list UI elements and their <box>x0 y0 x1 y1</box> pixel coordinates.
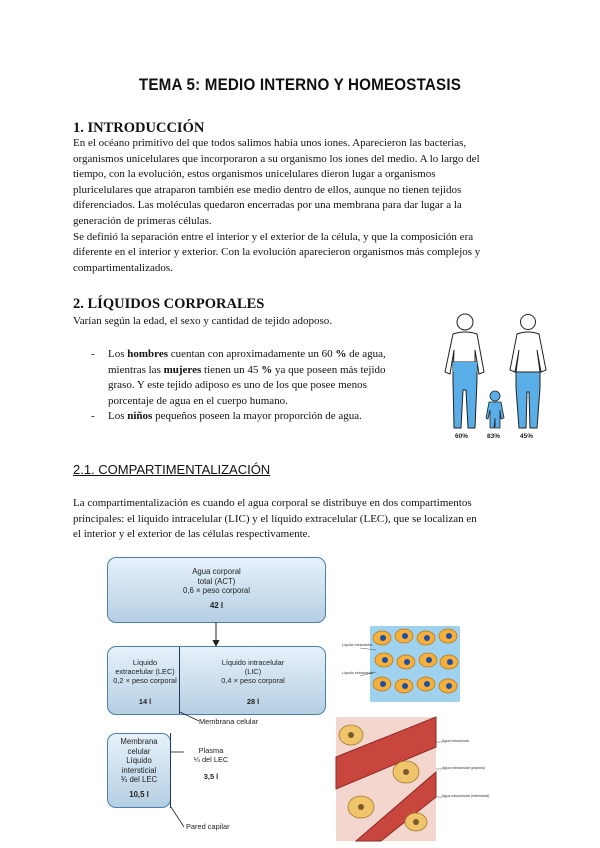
cells-illustration <box>342 624 462 704</box>
compartimentalizacion-paragraph <box>73 496 543 543</box>
text-line: generación de primeras células. <box>73 214 212 227</box>
text-line: compartimentalizados. <box>73 261 173 274</box>
percent-child: 83% <box>487 433 501 440</box>
interstitial-volume: 10,5 l <box>129 789 149 799</box>
lic-line: Líquido intracelular <box>221 658 285 667</box>
text-line: principales: el líquido intracelular (LIC) y el líquido extracelular (LEC), que se localizan en <box>73 512 477 525</box>
body-water-figure <box>440 310 560 442</box>
membrane-divider <box>179 647 180 714</box>
membrane-pointer <box>179 712 201 724</box>
bold-text: hombres <box>127 348 168 360</box>
text-run: porcentaje de agua en el cuerpo humano. <box>108 394 288 407</box>
text-run: Los <box>108 410 128 423</box>
down-arrow <box>210 622 222 648</box>
text-run: graso. Y este tejido adiposo es uno de los que posee menos <box>108 379 367 392</box>
percent-men: 60% <box>455 433 469 440</box>
plasma-fraction: ¼ del LEC <box>193 755 229 764</box>
act-label: Agua corporal <box>192 567 241 576</box>
child-silhouette <box>486 391 504 428</box>
act-factor: 0,6 × peso corporal <box>183 586 250 596</box>
text-line: diferente en el interior y exterior. Con la evolución aparecieron organismos más complejos y <box>73 246 481 259</box>
section-heading-introduccion: 1. INTRODUCCIÓN <box>73 120 205 136</box>
act-volume: 42 l <box>209 600 223 610</box>
cells-label-intracellular: Líquido intracelular <box>342 643 373 647</box>
bold-text: niños <box>127 410 153 423</box>
lic-factor: 0,4 × peso corporal <box>221 676 285 685</box>
interstitial-line: Líquido <box>126 756 152 766</box>
intro-paragraph <box>73 136 533 276</box>
text-run: de agua, <box>346 348 386 360</box>
text-line: En el océano primitivo del que todos salimos había unos iones. Aparecieron las bacterias, <box>73 137 467 149</box>
tissue-label-intracellular: Agua intracelular <box>442 739 469 743</box>
text-run: cuentan con aproximadamente un 60 <box>168 348 336 360</box>
lec-line: extracelular (LEC) <box>115 667 175 676</box>
plasma-line: Plasma <box>198 746 224 755</box>
bullet-list <box>91 347 421 425</box>
interstitial-line: Membrana <box>120 737 158 746</box>
tissue-label-plasma: Agua extracelular (plasma) <box>442 766 485 770</box>
section-heading-liquidos: 2. LÍQUIDOS CORPORALES <box>73 296 265 312</box>
text-line: organismos unicelulares que incorporaron a su organismo los iones del medio. A lo largo del <box>73 152 480 165</box>
text-line: pluricelulares que atraparon también ese medio dentro de ellos, aunque no tienen tejidos <box>73 183 462 196</box>
plasma-label <box>186 746 236 781</box>
bold-text: mujeres <box>163 363 202 376</box>
woman-silhouette <box>510 315 546 429</box>
act-label: total (ACT) <box>197 576 236 586</box>
interstitial-fraction: ¾ del LEC <box>120 775 158 785</box>
lic-label <box>182 658 324 706</box>
text-line: Se definió la separación entre el interior y el exterior de la célula, y que la composición era <box>73 230 474 243</box>
bold-text: % <box>261 363 273 376</box>
liquidos-intro: Varían según la edad, el sexo y cantidad de tejido adoposo. <box>73 315 333 327</box>
text-run: ya que poseen más tejido <box>272 363 386 376</box>
list-item <box>91 409 421 425</box>
cells-label-extracellular: Líquido extracelular <box>342 671 374 675</box>
list-item <box>91 347 421 409</box>
lic-volume: 28 l <box>246 697 260 706</box>
text-line: el interior y el exterior de las células respectivamente. <box>73 528 311 541</box>
page-title: TEMA 5: MEDIO INTERNO Y HOMEOSTASIS <box>138 76 462 94</box>
tissue-illustration <box>336 717 490 841</box>
interstitial-line: intersticial <box>121 765 157 775</box>
bold-text: % <box>335 348 347 360</box>
text-run: Los <box>108 348 128 360</box>
text-run: tienen un 45 <box>201 363 262 376</box>
lec-line: Líquido <box>132 658 158 667</box>
interstitial-line: celular <box>127 746 151 756</box>
lec-volume: 14 l <box>138 697 152 706</box>
tissue-label-interstitial: Agua extracelular (intersticial) <box>442 794 490 798</box>
text-line: diferenciados. Las moléculas quedaron encerradas por una membrana para dar lugar a la <box>73 199 462 212</box>
text-run: mientras las <box>108 363 164 376</box>
capillary-label: Pared capilar <box>186 822 230 831</box>
interstitial-box <box>107 733 171 808</box>
lec-factor: 0,2 × peso corporal <box>113 676 177 685</box>
act-box <box>107 557 326 623</box>
membrane-label: Membrana celular <box>199 717 259 726</box>
lic-line: (LIC) <box>244 667 262 676</box>
man-silhouette <box>445 314 484 428</box>
text-run: pequeños poseen la mayor proporción de agua. <box>152 410 362 423</box>
plasma-volume: 3,5 l <box>203 772 219 781</box>
percent-women: 45% <box>520 433 534 440</box>
text-line: tiempo, con la evolución, estos organismos unicelulares dieron lugar a organismos <box>73 168 436 181</box>
section-heading-compartimentalizacion: 2.1. COMPARTIMENTALIZACIÓN <box>73 462 271 477</box>
text-line: La compartimentalización es cuando el agua corporal se distribuye en dos compartimentos <box>73 497 472 509</box>
lec-label <box>111 658 179 706</box>
